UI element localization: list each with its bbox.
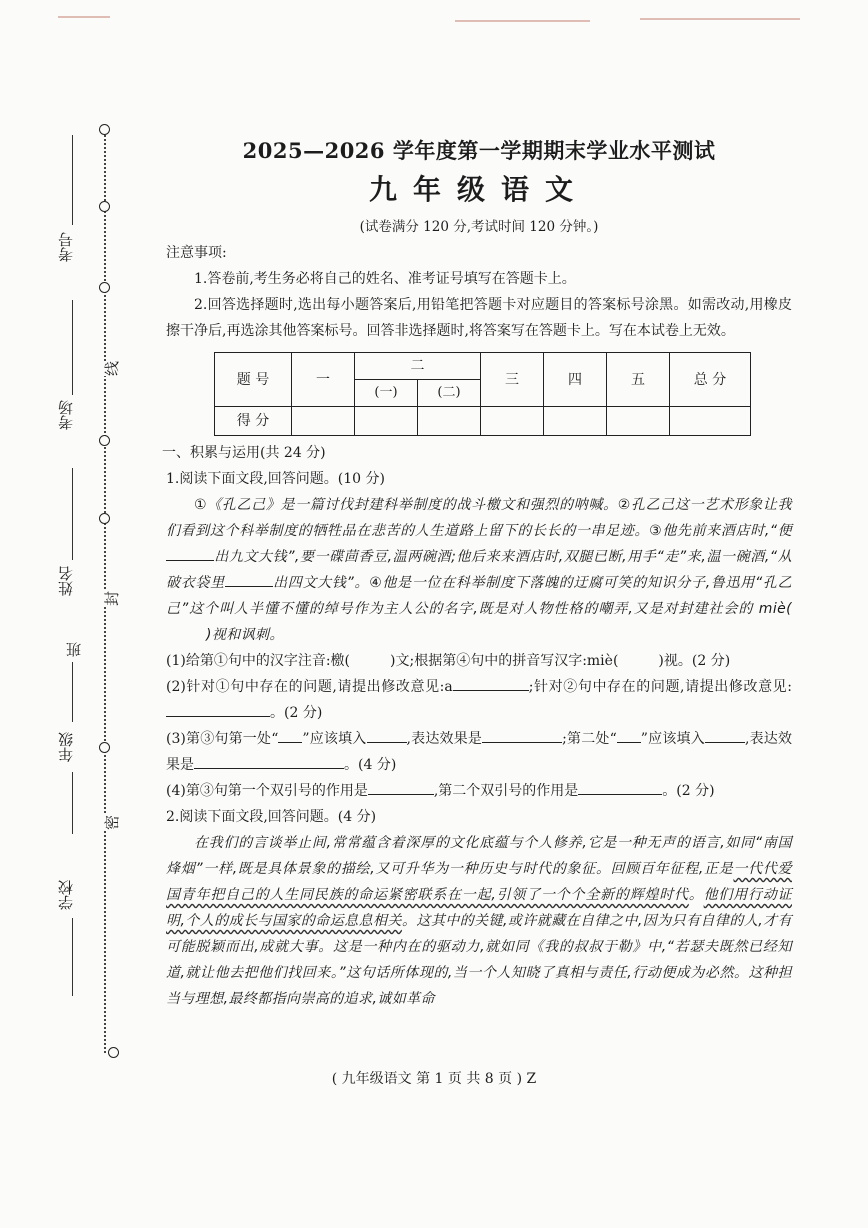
score-table-row-label: 得 分	[215, 407, 292, 436]
score-col: 五	[607, 353, 670, 407]
score-cell[interactable]	[670, 407, 751, 436]
scan-mark	[640, 18, 800, 20]
notes-heading: 注意事项:	[166, 245, 227, 261]
exam-room-label: 考场	[57, 400, 75, 430]
q1-sub4: (4)第③句第一个双引号的作用是 ,第二个双引号的作用是 。(2 分)	[166, 778, 792, 804]
wavy-underlined-text: 他们用行动证明,个人的成长与国家的命运息息相关	[166, 887, 792, 929]
binding-hole	[99, 435, 110, 446]
answer-blank[interactable]	[367, 728, 407, 743]
answer-blank[interactable]	[368, 780, 434, 795]
name-field[interactable]	[72, 468, 73, 560]
binding-hole	[99, 513, 110, 524]
answer-blank[interactable]	[578, 780, 662, 795]
score-col: 总 分	[670, 353, 751, 407]
score-cell[interactable]	[355, 407, 418, 436]
binding-hole	[99, 282, 110, 293]
score-col: 二	[355, 353, 481, 380]
binding-hole	[99, 742, 110, 753]
answer-blank[interactable]	[194, 754, 344, 769]
q1-sub1: (1)给第①句中的汉字注音:檄( )文;根据第④句中的拼音写汉字:miè( )视。(2 分)	[166, 653, 731, 669]
binding-hole	[99, 201, 110, 212]
score-cell[interactable]	[544, 407, 607, 436]
binding-hole	[99, 124, 110, 135]
seal-char: 密	[103, 814, 122, 831]
q1-sub2: (2)针对①句中存在的问题,请提出修改意见:a ;针对②句中存在的问题,请提出修改意见:。(2 分)	[166, 674, 792, 726]
score-col: 一	[292, 353, 355, 407]
q2-passage: 在我们的言谈举止间,常常蕴含着深厚的文化底蕴与个人修养,它是一种无声的语言,如同“南国烽烟”一样,既是具体景象的描绘,又可升华为一种历史与时代的象征。回顾百年征程,正是一代代爱国青年把自己的人生同民族的命运紧密联系在一起,引领了一个个全新的辉煌时代。他们用行动证明,个人的成长与国家的命运息息相关。这其中的关键,或许就藏在自律之中,因为只有自律的人,才有可能脱颖而出,成就大事。这是一种内在的驱动力,就如同《我的叔叔于勒》中,“若瑟夫既然已经知道,就让他去把他们找回来。”这句话所体现的,当一个人知晓了真相与责任,行动便成为必然。这种担当与理想,最终都指向崇高的追求,诚如革命	[166, 835, 793, 1007]
answer-blank[interactable]	[225, 572, 273, 587]
notes-item: 1.答卷前,考生务必将自己的姓名、准考证号填写在答题卡上。	[194, 271, 576, 287]
score-col: 三	[481, 353, 544, 407]
answer-blank[interactable]	[453, 676, 529, 691]
answer-blank[interactable]	[482, 728, 562, 743]
school-label: 学校	[57, 880, 75, 910]
scan-mark	[455, 20, 590, 22]
seal-char: 线	[103, 360, 122, 377]
score-col: 四	[544, 353, 607, 407]
exam-subtitle: (试卷满分 120 分,考试时间 120 分钟。)	[359, 219, 599, 235]
answer-blank[interactable]	[278, 728, 302, 743]
score-cell[interactable]	[418, 407, 481, 436]
question-title: 1.阅读下面文段,回答问题。(10 分)	[166, 471, 385, 487]
score-cell[interactable]	[481, 407, 544, 436]
exam-room-field[interactable]	[72, 300, 73, 395]
name-label: 姓名	[57, 566, 75, 596]
exam-title: 2025—2026 学年度第一学期期末学业水平测试	[242, 138, 716, 163]
page-footer: ( 九年级语文 第 1 页 共 8 页 ) Z	[331, 1071, 537, 1087]
q1-sub3: (3)第③句第一处“ ”应该填入 ,表达效果是 ;第二处“ ”应该填入 ,表达效果是 。(4 分)	[166, 726, 792, 778]
answer-blank[interactable]	[617, 728, 641, 743]
score-subcol: (一)	[355, 380, 418, 407]
exam-subject: 九年级语文	[368, 173, 589, 206]
answer-blank[interactable]	[166, 702, 270, 717]
wavy-underlined-text: 一代代爱国青年把自己的人生同民族的命运紧密联系在一起,引领了一个个全新的辉煌时代	[166, 861, 792, 903]
exam-number-label: 考号	[57, 232, 75, 262]
school-field[interactable]	[72, 918, 73, 996]
answer-blank[interactable]	[705, 728, 745, 743]
exam-number-field[interactable]	[72, 135, 73, 225]
binding-hole	[108, 1047, 119, 1058]
section-heading: 一、积累与运用(共 24 分)	[162, 445, 326, 461]
score-cell[interactable]	[607, 407, 670, 436]
grade-label: 年级	[57, 732, 75, 762]
score-subcol: (二)	[418, 380, 481, 407]
seal-char: 封	[103, 590, 122, 607]
score-table-header: 题 号	[215, 353, 292, 407]
question-title: 2.阅读下面文段,回答问题。(4 分)	[166, 809, 377, 825]
exam-content	[162, 138, 793, 1012]
notes-item: 2.回答选择题时,选出每小题答案后,用铅笔把答题卡对应题目的答案标号涂黑。如需改动,用橡皮擦干净后,再选涂其他答案标号。回答非选择题时,将答案写在答题卡上。写在本试卷上无效。	[166, 297, 792, 339]
q1-passage: ①《孔乙己》是一篇讨伐封建科举制度的战斗檄文和强烈的呐喊。②孔乙己这一艺术形象让我们看到这个科举制度的牺牲品在悲苦的人生道路上留下的长长的一串足迹。③他先前来酒店时,“便出九文大钱”,要一碟茴香豆,温两碗酒;他后来来酒店时,双腿已断,用手“走”来,温一碗酒,“从破衣袋里 出四文大钱”。④他是一位在科举制度下落魄的迂腐可笑的知识分子,鲁迅用“孔乙己”这个叫人半懂不懂的绰号作为主人公的名字,既是对人物性格的嘲弄,又是对封建社会的 miè()视和讽刺。	[166, 497, 792, 643]
class-field[interactable]	[72, 662, 73, 722]
class-label: 班	[65, 642, 83, 657]
score-cell[interactable]	[292, 407, 355, 436]
score-table	[214, 352, 751, 436]
grade-field[interactable]	[72, 772, 73, 834]
binding-strip	[0, 0, 140, 1228]
answer-blank[interactable]	[166, 546, 214, 561]
